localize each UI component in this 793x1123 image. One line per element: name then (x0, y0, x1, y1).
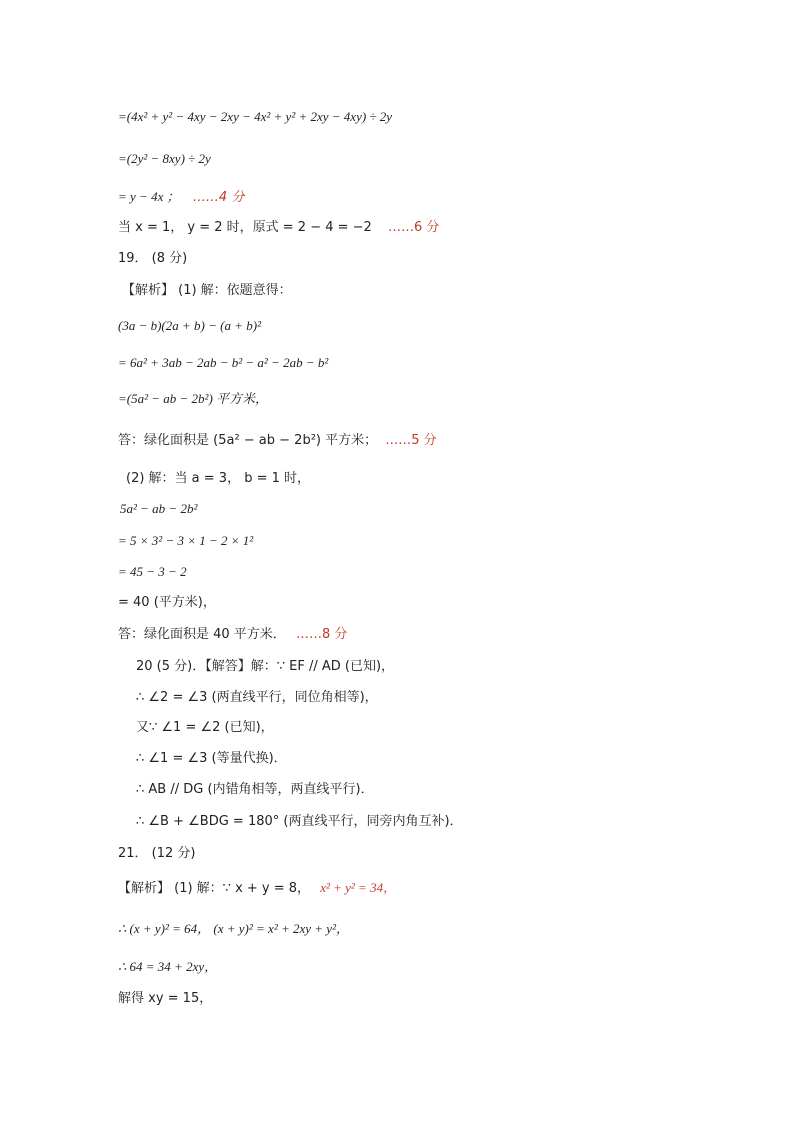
step-line (118, 990, 212, 1008)
analysis-heading (118, 879, 396, 898)
proof-text: 又∵ ∠1 = ∠2 (已知)， (136, 720, 274, 735)
step-line (118, 188, 244, 207)
proof-text: ∴ ∠B + ∠BDG = 180° (两直线平行，同旁内角互补)． (136, 814, 463, 829)
proof-step (136, 813, 463, 831)
step-line (118, 108, 392, 126)
math-text: 5a² − ab − 2b² (120, 501, 198, 516)
step-line (118, 317, 261, 335)
math-text: = 40 (平方米)， (118, 595, 216, 610)
step-line (118, 594, 216, 612)
question-heading (118, 845, 196, 863)
heading-text: 21． (12 分) (118, 846, 196, 861)
step-line (118, 150, 211, 168)
proof-step (136, 750, 287, 768)
math-text: 当 x = 1， y = 2 时，原式 = 2 − 4 = −2 (118, 220, 372, 235)
math-text: (2) 解：当 a = 3， b = 1 时， (126, 471, 311, 486)
math-text: = 5 × 3² − 3 × 1 − 2 × 1² (118, 533, 254, 548)
heading-text: 【解析】 (1) 解：依题意得： (122, 283, 292, 298)
proof-text: ∴ ∠2 = ∠3 (两直线平行，同位角相等)， (136, 690, 378, 705)
question-heading (118, 250, 187, 268)
math-text: =(2y² − 8xy) ÷ 2y (118, 151, 211, 166)
score-mark: ……5 分 (385, 433, 437, 448)
math-text: = 6a² + 3ab − 2ab − b² − a² − 2ab − b² (118, 355, 329, 370)
heading-text: 【解析】 (1) 解：∵ x + y = 8， (118, 881, 311, 896)
math-text: 解得 xy = 15， (118, 991, 213, 1006)
step-line (126, 470, 310, 488)
step-line (118, 958, 217, 976)
step-line (118, 532, 253, 550)
proof-step (136, 689, 378, 707)
math-text: ∴ 64 = 34 + 2xy， (118, 959, 218, 974)
proof-step (136, 781, 374, 799)
score-mark: ……8 分 (295, 627, 348, 642)
answer-text: 答：绿化面积是 (5a² − ab − 2b²) 平方米； (118, 433, 378, 448)
step-line (118, 354, 328, 372)
step-line (118, 219, 439, 237)
highlighted-condition: x² + y² = 34， (320, 880, 397, 895)
heading-text: 19． (8 分) (118, 251, 188, 266)
analysis-heading (122, 282, 292, 300)
proof-text: ∴ AB // DG (内错角相等，两直线平行)． (136, 782, 374, 797)
answer-text: 答：绿化面积是 40 平方米． (118, 627, 286, 642)
answer-line (118, 432, 437, 450)
math-text: (3a − b)(2a + b) − (a + b)² (118, 318, 261, 333)
heading-text: 20 (5 分)．【解答】解：∵ EF // AD (已知)， (136, 659, 395, 674)
proof-step (136, 719, 274, 737)
step-line (118, 563, 187, 581)
step-line (118, 390, 268, 408)
math-text: =(5a² − ab − 2b²) 平方米， (118, 391, 269, 406)
question-heading (136, 658, 394, 676)
math-text: =(4x² + y² − 4xy − 2xy − 4x² + y² + 2xy − 4xy) ÷ 2y (118, 109, 393, 124)
score-mark: ……4 分 (192, 190, 245, 205)
step-line (118, 920, 349, 938)
math-text: = 45 − 3 − 2 (118, 564, 187, 579)
math-text: = y − 4x ； (118, 189, 180, 204)
proof-text: ∴ ∠1 = ∠3 (等量代换)． (136, 751, 287, 766)
answer-line (118, 626, 347, 644)
score-mark: ……6 分 (387, 220, 440, 235)
math-text: ∴ (x + y)² = 64， (x + y)² = x² + 2xy + y²， (118, 921, 349, 936)
step-line (120, 500, 197, 518)
